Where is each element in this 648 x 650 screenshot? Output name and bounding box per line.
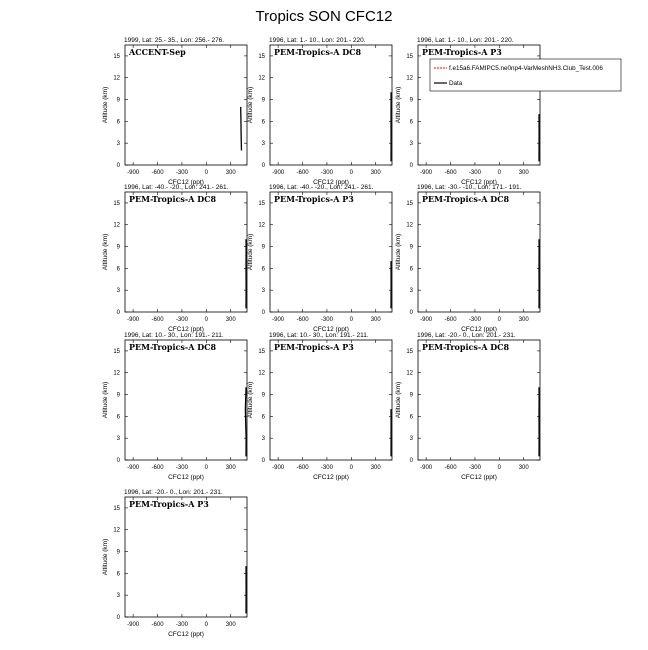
- y-tick-label: 6: [262, 266, 266, 272]
- y-tick-label: 0: [262, 163, 266, 169]
- plot-frame: [418, 192, 540, 312]
- y-tick-label: 3: [410, 288, 414, 294]
- y-tick-label: 6: [410, 414, 414, 420]
- chart-panel-9: [390, 328, 570, 493]
- x-tick-label: 0: [498, 170, 502, 176]
- y-tick-label: 9: [262, 98, 266, 104]
- chart-panel-10: [97, 485, 277, 650]
- y-tick-label: 0: [117, 458, 121, 464]
- x-tick-label: -300: [176, 317, 189, 323]
- x-tick-label: 0: [205, 317, 209, 323]
- y-tick-label: 9: [410, 393, 414, 399]
- y-tick-label: 3: [117, 436, 121, 442]
- y-axis-label: Altitude (km): [102, 382, 109, 418]
- campaign-label: PEM-Tropics-A P3: [129, 499, 209, 509]
- plot-frame: [125, 340, 247, 460]
- y-tick-label: 6: [117, 266, 121, 272]
- x-tick-label: 300: [226, 465, 237, 471]
- x-tick-label: -900: [127, 465, 140, 471]
- x-tick-label: 0: [498, 317, 502, 323]
- y-tick-label: 6: [410, 119, 414, 125]
- panel-header: 1996, Lat: -30.- -10., Lon: 171.- 191.: [417, 184, 522, 191]
- plot-frame: [125, 497, 247, 617]
- y-tick-label: 0: [410, 458, 414, 464]
- y-tick-label: 3: [262, 141, 266, 147]
- x-tick-label: 300: [371, 465, 382, 471]
- plot-frame: [270, 45, 392, 165]
- y-tick-label: 0: [262, 310, 266, 316]
- x-tick-label: 300: [371, 170, 382, 176]
- campaign-label: PEM-Tropics-A DC8: [129, 342, 217, 352]
- x-tick-label: -600: [152, 465, 165, 471]
- y-tick-label: 15: [113, 54, 120, 60]
- x-tick-label: -300: [321, 465, 334, 471]
- y-tick-label: 3: [262, 436, 266, 442]
- y-axis-label: Altitude (km): [247, 234, 254, 270]
- x-axis-label: CFC12 (ppt): [461, 326, 497, 333]
- legend: [430, 59, 621, 91]
- y-tick-label: 6: [262, 414, 266, 420]
- y-tick-label: 6: [262, 119, 266, 125]
- y-axis-label: Altitude (km): [102, 234, 109, 270]
- campaign-label: PEM-Tropics-A DC8: [274, 47, 362, 57]
- y-tick-label: 0: [410, 163, 414, 169]
- y-tick-label: 12: [113, 528, 120, 534]
- x-tick-label: 0: [205, 465, 209, 471]
- y-tick-label: 15: [406, 201, 413, 207]
- y-tick-label: 9: [262, 393, 266, 399]
- y-tick-label: 6: [410, 266, 414, 272]
- campaign-label: PEM-Tropics-A DC8: [422, 342, 510, 352]
- y-tick-label: 9: [410, 245, 414, 251]
- x-tick-label: -600: [297, 465, 310, 471]
- plot-area: [102, 184, 247, 333]
- y-axis-label: Altitude (km): [395, 234, 402, 270]
- panel-header: 1996, Lat: 1.- 10., Lon: 201.- 220.: [269, 37, 366, 44]
- campaign-label: PEM-Tropics-A P3: [422, 47, 502, 57]
- y-axis-label: Altitude (km): [395, 382, 402, 418]
- y-tick-label: 12: [258, 371, 265, 377]
- panel-header: 1996, Lat: -20.- 0., Lon: 201.- 231.: [417, 332, 516, 339]
- x-tick-label: 300: [371, 317, 382, 323]
- x-axis-label: CFC12 (ppt): [313, 474, 349, 481]
- y-axis-label: Altitude (km): [395, 87, 402, 123]
- x-tick-label: -900: [272, 465, 285, 471]
- plot-area: [247, 332, 392, 481]
- y-tick-label: 12: [406, 223, 413, 229]
- x-tick-label: 300: [519, 317, 530, 323]
- campaign-label: PEM-Tropics-A P3: [274, 194, 354, 204]
- y-tick-label: 0: [117, 310, 121, 316]
- x-tick-label: -600: [445, 317, 458, 323]
- legend-data-label: Data: [449, 80, 463, 87]
- campaign-label: PEM-Tropics-A DC8: [129, 194, 217, 204]
- x-tick-label: -600: [152, 317, 165, 323]
- campaign-label: PEM-Tropics-A DC8: [422, 194, 510, 204]
- x-axis-label: CFC12 (ppt): [168, 179, 204, 186]
- x-tick-label: -900: [272, 170, 285, 176]
- y-tick-label: 6: [117, 414, 121, 420]
- y-tick-label: 15: [113, 201, 120, 207]
- x-tick-label: -600: [297, 170, 310, 176]
- x-tick-label: 0: [205, 170, 209, 176]
- y-tick-label: 0: [117, 163, 121, 169]
- y-tick-label: 9: [117, 393, 121, 399]
- plot-area: [395, 37, 621, 186]
- x-tick-label: -900: [420, 317, 433, 323]
- plot-area: [395, 184, 540, 333]
- x-axis-label: CFC12 (ppt): [168, 631, 204, 638]
- y-tick-label: 15: [406, 349, 413, 355]
- x-tick-label: -300: [176, 622, 189, 628]
- panel-header: 1996, Lat: 10.- 30., Lon: 191.- 211.: [269, 332, 369, 339]
- x-tick-label: -300: [469, 465, 482, 471]
- plot-area: [247, 37, 392, 186]
- y-tick-label: 12: [113, 371, 120, 377]
- plot-area: [102, 489, 247, 638]
- chart-panel-6: [390, 180, 570, 345]
- x-axis-label: CFC12 (ppt): [313, 326, 349, 333]
- x-tick-label: -600: [445, 170, 458, 176]
- x-tick-label: 300: [519, 170, 530, 176]
- legend-model-label: f.e15a6.FAMIPC5.ne0np4-VarMeshNH3.Club_Test.006: [449, 65, 603, 72]
- chart-panel-3: [390, 33, 570, 198]
- y-tick-label: 12: [113, 76, 120, 82]
- y-tick-label: 3: [117, 141, 121, 147]
- plot-area: [102, 37, 247, 186]
- x-tick-label: 300: [226, 622, 237, 628]
- x-tick-label: -900: [127, 622, 140, 628]
- x-axis-label: CFC12 (ppt): [168, 474, 204, 481]
- x-tick-label: 0: [350, 170, 354, 176]
- y-tick-label: 12: [406, 76, 413, 82]
- plot-area: [247, 184, 392, 333]
- y-axis-label: Altitude (km): [102, 87, 109, 123]
- y-tick-label: 0: [117, 615, 121, 621]
- x-axis-label: CFC12 (ppt): [461, 179, 497, 186]
- y-tick-label: 3: [410, 436, 414, 442]
- y-tick-label: 12: [258, 76, 265, 82]
- y-tick-label: 3: [117, 288, 121, 294]
- y-tick-label: 12: [113, 223, 120, 229]
- x-tick-label: 300: [226, 317, 237, 323]
- x-tick-label: 0: [498, 465, 502, 471]
- y-tick-label: 12: [406, 371, 413, 377]
- y-tick-label: 6: [117, 119, 121, 125]
- y-tick-label: 3: [410, 141, 414, 147]
- plot-frame: [125, 192, 247, 312]
- x-tick-label: -900: [127, 170, 140, 176]
- y-axis-label: Altitude (km): [102, 539, 109, 575]
- x-axis-label: CFC12 (ppt): [168, 326, 204, 333]
- y-tick-label: 0: [262, 458, 266, 464]
- x-tick-label: -900: [420, 170, 433, 176]
- y-tick-label: 15: [406, 54, 413, 60]
- plot-area: [102, 332, 247, 481]
- y-tick-label: 3: [262, 288, 266, 294]
- x-tick-label: -300: [321, 317, 334, 323]
- x-tick-label: -300: [469, 170, 482, 176]
- y-tick-label: 9: [117, 245, 121, 251]
- y-tick-label: 9: [410, 98, 414, 104]
- x-tick-label: 0: [205, 622, 209, 628]
- panel-header: 1999, Lat: 25.- 35., Lon: 256.- 276.: [124, 37, 224, 44]
- y-tick-label: 12: [258, 223, 265, 229]
- y-tick-label: 9: [117, 550, 121, 556]
- x-tick-label: 0: [350, 317, 354, 323]
- x-tick-label: -600: [152, 170, 165, 176]
- panel-header: 1996, Lat: 1.- 10., Lon: 201.- 220.: [417, 37, 514, 44]
- y-tick-label: 9: [262, 245, 266, 251]
- x-tick-label: -900: [272, 317, 285, 323]
- y-tick-label: 9: [117, 98, 121, 104]
- x-axis-label: CFC12 (ppt): [313, 179, 349, 186]
- x-tick-label: -300: [469, 317, 482, 323]
- plot-frame: [270, 340, 392, 460]
- y-tick-label: 15: [258, 349, 265, 355]
- y-tick-label: 15: [113, 349, 120, 355]
- y-tick-label: 15: [258, 54, 265, 60]
- x-tick-label: -300: [321, 170, 334, 176]
- campaign-label: PEM-Tropics-A P3: [274, 342, 354, 352]
- y-tick-label: 15: [113, 506, 120, 512]
- y-tick-label: 0: [410, 310, 414, 316]
- panel-header: 1996, Lat: -20.- 0., Lon: 201.- 231.: [124, 489, 223, 496]
- panel-header: 1996, Lat: -40.- -20., Lon: 241.- 261.: [269, 184, 374, 191]
- plot-area: [395, 332, 540, 481]
- x-tick-label: -300: [176, 170, 189, 176]
- y-axis-label: Altitude (km): [247, 87, 254, 123]
- figure-title: Tropics SON CFC12: [0, 8, 648, 25]
- plot-frame: [125, 45, 247, 165]
- x-tick-label: -900: [127, 317, 140, 323]
- plot-frame: [418, 340, 540, 460]
- panel-header: 1996, Lat: 10.- 30., Lon: 191.- 211.: [124, 332, 224, 339]
- y-tick-label: 6: [117, 571, 121, 577]
- y-tick-label: 3: [117, 593, 121, 599]
- x-tick-label: 300: [226, 170, 237, 176]
- y-axis-label: Altitude (km): [247, 382, 254, 418]
- panel-header: 1996, Lat: -40.- -20., Lon: 241.- 261.: [124, 184, 229, 191]
- x-tick-label: -600: [152, 622, 165, 628]
- y-tick-label: 15: [258, 201, 265, 207]
- plot-frame: [270, 192, 392, 312]
- x-tick-label: -600: [297, 317, 310, 323]
- x-tick-label: -600: [445, 465, 458, 471]
- x-tick-label: 300: [519, 465, 530, 471]
- x-tick-label: 0: [350, 465, 354, 471]
- campaign-label: ACCENT-Sep: [128, 47, 186, 57]
- x-tick-label: -300: [176, 465, 189, 471]
- x-tick-label: -900: [420, 465, 433, 471]
- x-axis-label: CFC12 (ppt): [461, 474, 497, 481]
